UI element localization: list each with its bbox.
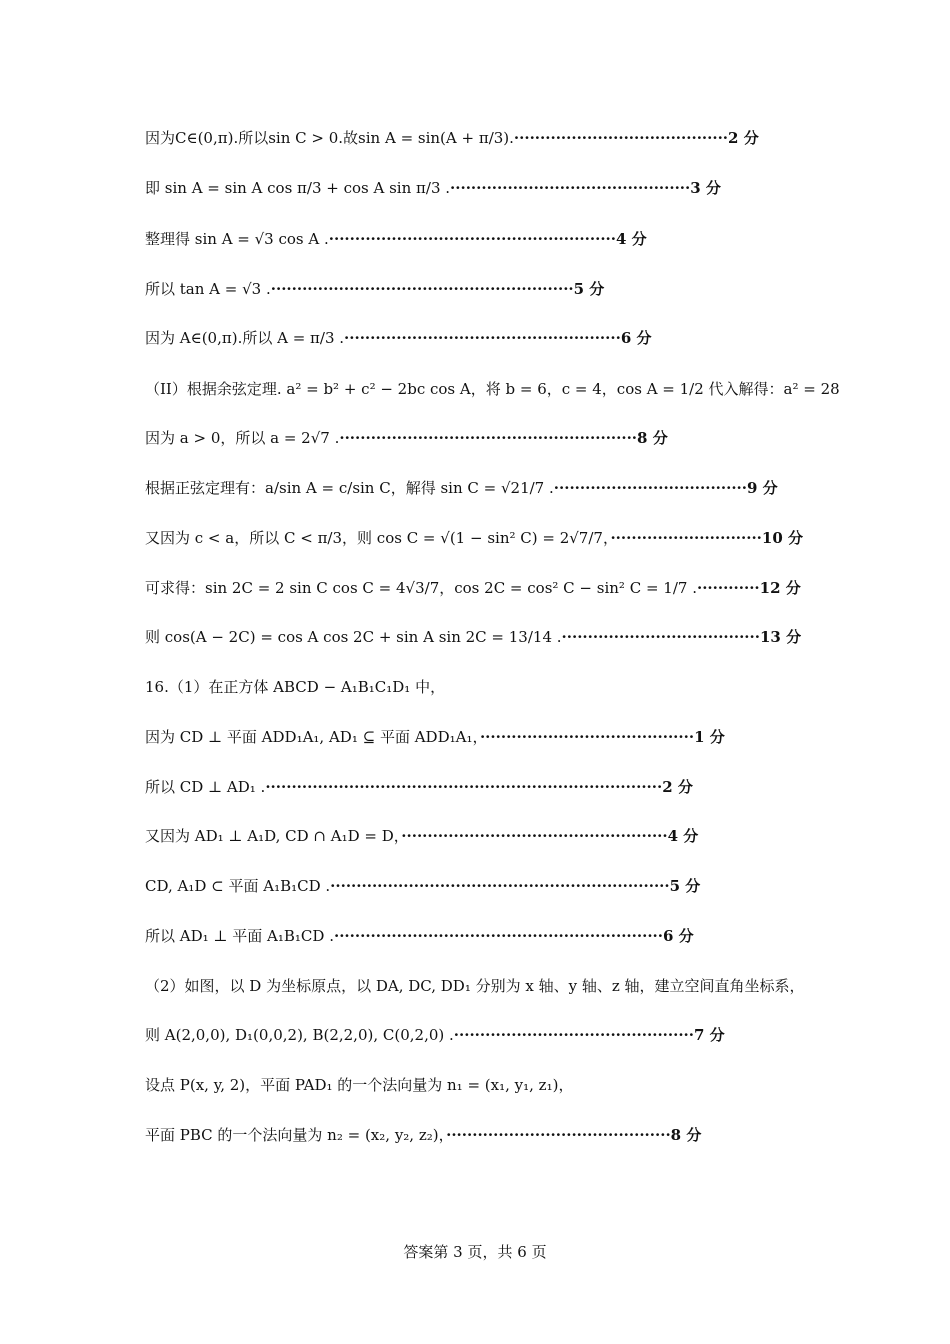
answer-line	[145, 975, 805, 997]
score: 9 分	[747, 479, 778, 497]
leader-dots: ······································	[561, 628, 760, 646]
leader-dots: ············	[696, 579, 760, 597]
line-text: 16.（1）在正方体 ABCD − A₁B₁C₁D₁ 中，	[145, 678, 446, 696]
leader-dots: ············································································	[265, 778, 663, 796]
answer-line	[145, 925, 694, 947]
score: 6 分	[662, 927, 694, 945]
answer-line	[145, 527, 803, 549]
line-text: 平面 PBC 的一个法向量为 n₂ = (x₂, y₂, z₂)，	[145, 1126, 447, 1144]
score: 3 分	[690, 179, 721, 197]
line-text: 所以 CD ⊥ AD₁ .	[145, 778, 266, 796]
line-text: 设点 P(x, y, 2)，平面 PAD₁ 的一个法向量为 n₁ = (x₁, y₁, z₁)，	[145, 1076, 574, 1094]
score: 6 分	[620, 329, 652, 347]
answer-line	[145, 228, 647, 250]
answer-line	[145, 626, 801, 648]
answer-line	[145, 1074, 573, 1096]
score: 2 分	[662, 778, 693, 796]
line-text: （II）根据余弦定理. a² = b² + c² − 2bc cos A，将 b = 6，c = 4，cos A = 1/2 代入解得：a² = 28	[145, 380, 840, 398]
leader-dots: ·······················································	[328, 230, 616, 248]
answer-line	[145, 427, 668, 449]
score: 10 分	[761, 529, 804, 547]
answer-line	[145, 825, 698, 847]
line-text: 即 sin A = sin A cos π/3 + cos A sin π/3 .	[145, 179, 451, 197]
answer-line	[145, 726, 725, 748]
line-text: 整理得 sin A = √3 cos A .	[145, 230, 329, 248]
score: 8 分	[670, 1126, 702, 1144]
answer-line	[145, 477, 778, 499]
score: 7 分	[694, 1026, 725, 1044]
line-text: 所以 AD₁ ⊥ 平面 A₁B₁CD .	[145, 927, 334, 945]
section-heading	[145, 676, 445, 698]
score: 4 分	[616, 230, 647, 248]
answer-line	[145, 1024, 725, 1046]
answer-line	[145, 776, 693, 798]
score: 5 分	[669, 877, 701, 895]
page-footer: 答案第 3 页，共 6 页	[403, 1243, 547, 1261]
line-text: 因为 A∈(0,π).所以 A = π/3 .	[145, 329, 345, 347]
line-text: 因为 a > 0，所以 a = 2√7 .	[145, 429, 340, 447]
answer-line	[145, 127, 759, 149]
leader-dots: ·······························································	[333, 927, 663, 945]
score: 5 分	[573, 280, 605, 298]
line-text: 又因为 c < a，所以 C < π/3，则 cos C = √(1 − sin² C) = 2√7/7，	[145, 529, 611, 547]
leader-dots: ···················································	[401, 827, 668, 845]
leader-dots: ·········································	[479, 728, 695, 746]
leader-dots: ··············································	[450, 179, 691, 197]
answer-line	[145, 278, 604, 300]
score: 8 分	[637, 429, 668, 447]
line-text: （2）如图，以 D 为坐标原点，以 DA, DC, DD₁ 分别为 x 轴、y 轴、z 轴，建立空间直角坐标系，	[145, 977, 805, 995]
line-text: 因为 CD ⊥ 平面 ADD₁A₁, AD₁ ⊆ 平面 ADD₁A₁，	[145, 728, 480, 746]
leader-dots: ·························································	[339, 429, 638, 447]
line-text: 根据正弦定理有：a/sin A = c/sin C，解得 sin C = √21/7 .	[145, 479, 554, 497]
leader-dots: ·····················································	[344, 329, 621, 347]
line-text: 因为C∈(0,π).所以sin C > 0.故sin A = sin(A + π/3).	[145, 129, 514, 147]
line-text: 所以 tan A = √3 .	[145, 280, 271, 298]
score: 12 分	[759, 579, 801, 597]
score: 13 分	[759, 628, 802, 646]
line-text: 又因为 AD₁ ⊥ A₁D, CD ∩ A₁D = D，	[145, 827, 402, 845]
score: 1 分	[694, 728, 725, 746]
answer-line	[145, 378, 840, 400]
line-text: 则 cos(A − 2C) = cos A cos 2C + sin A sin 2C = 13/14 .	[145, 628, 562, 646]
score: 2 分	[728, 129, 759, 147]
leader-dots: ···········································	[446, 1126, 671, 1144]
leader-dots: ·································································	[330, 877, 670, 895]
answer-line	[145, 577, 801, 599]
answer-line	[145, 177, 721, 199]
leader-dots: ·········································	[513, 129, 729, 147]
line-text: CD, A₁D ⊂ 平面 A₁B₁CD .	[145, 877, 331, 895]
line-text: 可求得：sin 2C = 2 sin C cos C = 4√3/7，cos 2C = cos² C − sin² C = 1/7 .	[145, 579, 697, 597]
leader-dots: ··························································	[270, 280, 574, 298]
leader-dots: ·····································	[553, 479, 748, 497]
answer-line	[145, 1124, 701, 1146]
score: 4 分	[667, 827, 699, 845]
leader-dots: ·····························	[610, 529, 762, 547]
answer-line	[145, 327, 652, 349]
line-text: 则 A(2,0,0), D₁(0,0,2), B(2,2,0), C(0,2,0) .	[145, 1026, 454, 1044]
answer-line	[145, 875, 700, 897]
leader-dots: ··············································	[453, 1026, 695, 1044]
